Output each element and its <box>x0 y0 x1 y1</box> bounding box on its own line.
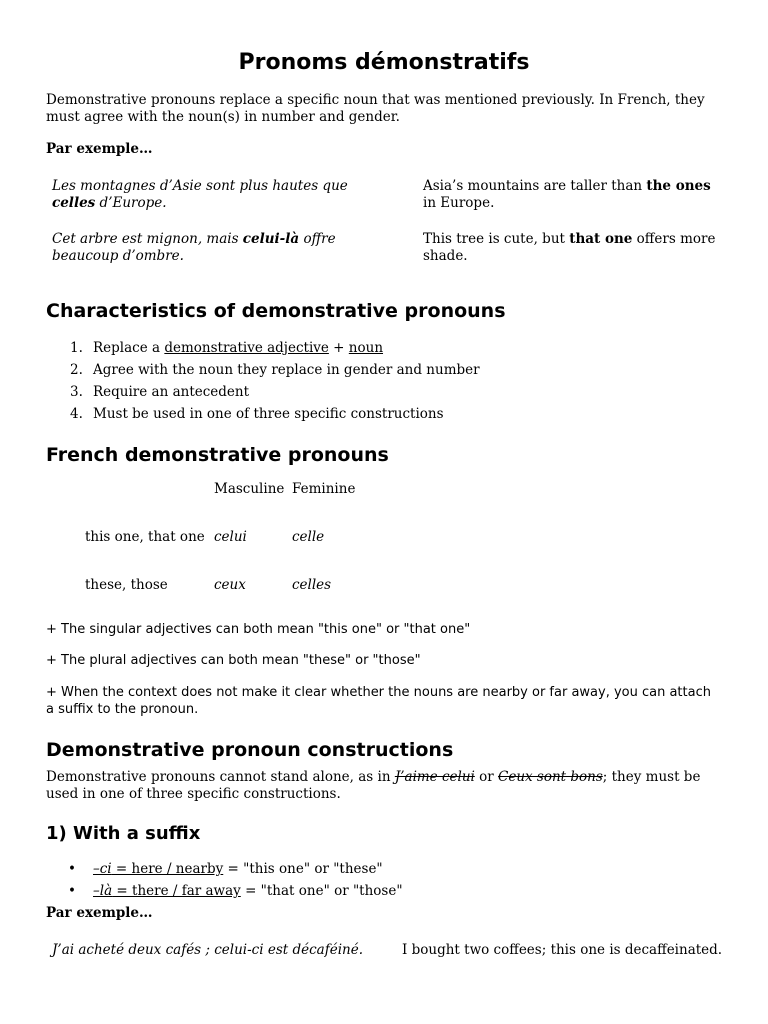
list-item: • –là = there / far away = "that one" or "those" <box>68 883 403 899</box>
pronouns-heading: French demonstrative pronouns <box>46 444 389 466</box>
intro-paragraph: Demonstrative pronouns replace a specific noun that was mentioned previously. In French, they must agree with the noun(s) in number and gender. <box>46 92 705 125</box>
note-suffix: + When the context does not make it clear whether the nouns are nearby or far away, you can attach a suffix to the pronoun. <box>46 685 711 717</box>
suffix-heading: 1) With a suffix <box>46 823 201 844</box>
list-item: 2. Agree with the noun they replace in gender and number <box>70 362 480 378</box>
suffix-example-label: Par exemple… <box>46 905 153 921</box>
list-item: • –ci = here / nearby = "this one" or "these" <box>68 861 383 877</box>
list-item: 3. Require an antecedent <box>70 384 250 400</box>
cell-plural-feminine: celles <box>292 577 332 593</box>
cell-plural-masculine: ceux <box>214 577 246 593</box>
note-singular: + The singular adjectives can both mean "this one" or "that one" <box>46 622 471 637</box>
column-header-feminine: Feminine <box>292 481 356 497</box>
constructions-paragraph: Demonstrative pronouns cannot stand alone, as in J’aime celui or Ceux sont bons; they must be used in one of three specific constructions. <box>46 769 701 802</box>
example-2-french: Cet arbre est mignon, mais celui-là offre beaucoup d’ombre. <box>52 231 336 264</box>
cell-singular-feminine: celle <box>292 529 325 545</box>
bullet-icon: • <box>68 861 76 877</box>
suffix-list <box>46 861 403 905</box>
list-item: 4. Must be used in one of three specific constructions <box>70 406 444 422</box>
bullet-icon: • <box>68 883 76 899</box>
example-1-french: Les montagnes d’Asie sont plus hautes que celles d’Europe. <box>52 178 348 211</box>
row-label-singular: this one, that one <box>85 529 205 545</box>
note-plural: + The plural adjectives can both mean "these" or "those" <box>46 653 421 668</box>
example-1-english: Asia’s mountains are taller than the ones in Europe. <box>423 178 711 211</box>
constructions-heading: Demonstrative pronoun constructions <box>46 739 454 761</box>
list-item: 1. Replace a demonstrative adjective + noun <box>70 340 384 356</box>
example-2-english: This tree is cute, but that one offers more shade. <box>423 231 716 264</box>
suffix-example-french: J’ai acheté deux cafés ; celui-ci est décaféiné. <box>52 942 364 958</box>
suffix-example-english: I bought two coffees; this one is decaffeinated. <box>402 942 723 958</box>
characteristics-heading: Characteristics of demonstrative pronouns <box>46 300 506 322</box>
page-title: Pronoms démonstratifs <box>238 50 530 75</box>
characteristics-list <box>46 340 480 428</box>
cell-singular-masculine: celui <box>214 529 247 545</box>
row-label-plural: these, those <box>85 577 168 593</box>
example-label: Par exemple… <box>46 141 153 157</box>
column-header-masculine: Masculine <box>214 481 285 497</box>
